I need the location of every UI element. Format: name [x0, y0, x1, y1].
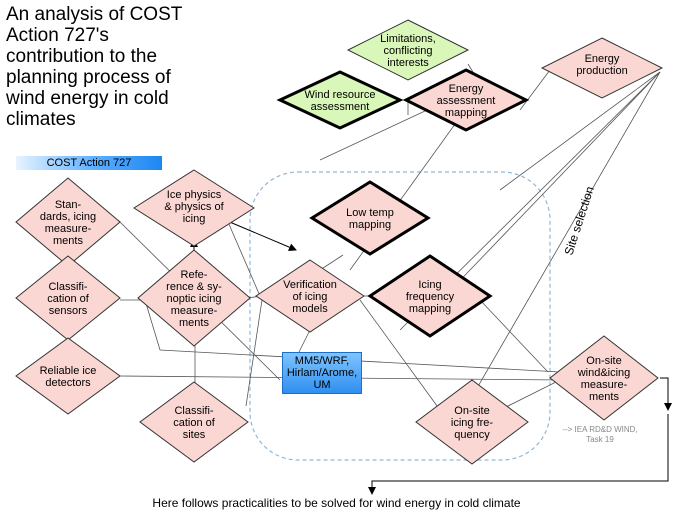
- node-label-line: & physics of: [164, 201, 224, 213]
- node-label-line: On-site: [586, 355, 622, 367]
- node-label-line: mapping: [408, 303, 452, 315]
- node-label-line: detectors: [45, 377, 91, 389]
- node-label-line: Energy: [448, 83, 484, 95]
- iea-task-note: [540, 425, 660, 445]
- diamond-limitations: [348, 20, 468, 80]
- node-label-line: On-site: [454, 405, 490, 417]
- node-label-line: Refe-: [180, 269, 208, 281]
- node-label-line: Reliable ice: [39, 365, 97, 377]
- node-label-line: measure-: [580, 379, 628, 391]
- node-label-line: interests: [387, 57, 429, 69]
- node-label-line: ments: [589, 391, 619, 403]
- node-label-line: Ice physics: [166, 189, 222, 201]
- node-label-line: mapping: [348, 219, 392, 231]
- node-label-line: ments: [179, 317, 209, 329]
- node-label-line: sites: [182, 429, 206, 441]
- diamond-energy-assessment: [406, 70, 526, 130]
- node-reliable-text: [40, 365, 97, 389]
- page-title: An analysis of COST Action 727's contribution to the planning process of wind energy in cold climates: [6, 4, 183, 130]
- node-label-line: Classifi-: [48, 281, 88, 293]
- node-label-line: Stan-: [54, 199, 82, 211]
- node-label-line: dards, icing: [39, 211, 97, 223]
- cost-action-badge: COST Action 727: [16, 156, 162, 170]
- diamond-wind-resource: [280, 72, 400, 128]
- node-label-line: assessment: [436, 95, 496, 107]
- diamond-ice-physics: [134, 170, 254, 246]
- node-label-line: measure-: [44, 223, 92, 235]
- model-line-2: Hirlam/Arome,: [286, 367, 358, 379]
- node-label-line: Low temp: [346, 207, 394, 219]
- diamond-onsite-icing: [416, 380, 528, 464]
- node-label-line: Wind resource: [304, 89, 376, 101]
- node-label-line: icing fre-: [450, 417, 494, 429]
- node-low-temp-text: [346, 207, 394, 231]
- node-label-line: Energy: [584, 53, 620, 65]
- node-label-line: cation of: [173, 417, 215, 429]
- node-classification-sensors-text: [47, 281, 90, 317]
- diamond-standards: [16, 178, 120, 266]
- node-label-line: of icing: [292, 291, 328, 303]
- node-onsite-icing-text: [451, 405, 494, 441]
- node-label-line: noptic icing: [166, 293, 222, 305]
- node-wind-resource-text: [305, 89, 376, 113]
- node-label-line: wind&icing: [577, 367, 631, 379]
- node-label-line: measure-: [170, 305, 218, 317]
- iea-note-line-2: Task 19: [586, 435, 614, 444]
- diamond-classification-sensors: [16, 256, 120, 340]
- node-label-line: Icing: [418, 279, 442, 291]
- node-label-line: quency: [454, 429, 490, 441]
- node-label-line: conflicting: [383, 45, 433, 57]
- iea-note-line-1: --> IEA RD&D WIND,: [562, 425, 638, 434]
- node-label-line: mapping: [444, 107, 488, 119]
- diamond-low-temp: [312, 182, 428, 254]
- node-label-line: icing: [182, 213, 206, 225]
- node-label-line: assessment: [310, 101, 370, 113]
- node-label-line: rence & sy-: [166, 281, 222, 293]
- node-label-line: cation of: [47, 293, 89, 305]
- node-label-line: ments: [53, 235, 83, 247]
- node-label-line: Verification: [283, 279, 337, 291]
- node-label-line: sensors: [48, 305, 88, 317]
- weather-models-box: [282, 352, 362, 394]
- diamond-onsite-wind: [550, 336, 658, 420]
- model-line-1: MM5/WRF,: [294, 355, 350, 367]
- diamond-verification: [256, 260, 364, 332]
- node-label-line: frequency: [405, 291, 455, 303]
- node-label-line: production: [576, 65, 628, 77]
- diamond-classification-sites: [140, 382, 248, 462]
- diamond-reliable-detectors: [16, 338, 120, 414]
- model-line-3: UM: [313, 379, 331, 391]
- node-label-line: Classifi-: [174, 405, 214, 417]
- node-label-line: Limitations,: [380, 33, 436, 45]
- node-limitations-text: [380, 33, 436, 69]
- footer-note: Here follows practicalities to be solved for wind energy in cold climate: [152, 496, 521, 510]
- node-label-line: models: [292, 303, 328, 315]
- site-selection-label: Site selection: [561, 184, 597, 257]
